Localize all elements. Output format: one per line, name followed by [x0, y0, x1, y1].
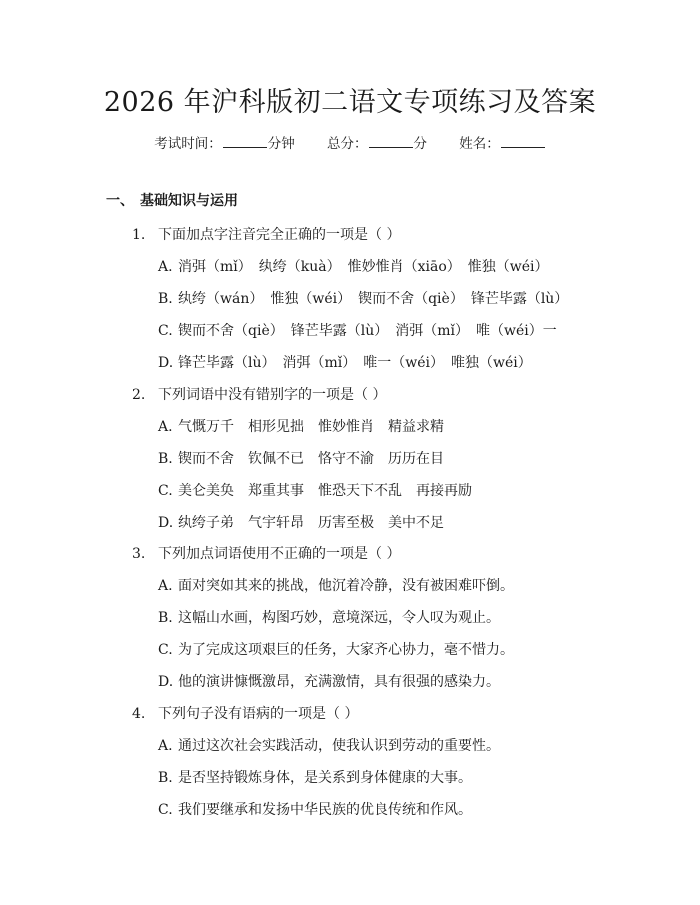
option-letter: A. [158, 578, 173, 594]
q1-option-b [158, 288, 568, 308]
option-letter: B. [158, 770, 173, 786]
option-text: 锋芒毕露（lù） 消弭（mǐ） 唯一（wéi） 唯独（wéi） [178, 355, 532, 371]
option-text: 纨绔（wán） 惟独（wéi） 锲而不舍（qiè） 锋芒毕露（lù） [178, 291, 569, 307]
option-text: 美仑美奂 郑重其事 惟恐天下不乱 再接再励 [178, 483, 472, 499]
question-1 [132, 224, 400, 244]
student-name-field [459, 132, 546, 152]
q2-option-a [158, 416, 444, 436]
option-text: 气慨万千 相形见拙 惟妙惟肖 精益求精 [178, 419, 444, 435]
option-text: 纨绔子弟 气宇轩昂 历害至极 美中不足 [178, 515, 444, 531]
student-name-label: 姓名： [459, 136, 500, 152]
q4-option-c [158, 799, 472, 819]
question-number: 1. [132, 227, 146, 243]
q3-option-b [158, 607, 500, 627]
question-4 [132, 703, 358, 723]
q4-option-b [158, 767, 472, 787]
q3-option-d [158, 671, 500, 691]
total-score-blank[interactable] [369, 135, 413, 148]
option-letter: B. [158, 451, 173, 467]
option-letter: D. [158, 355, 174, 371]
question-stem: 下列加点词语使用不正确的一项是（ ） [158, 546, 401, 562]
option-text: 面对突如其来的挑战，他沉着冷静，没有被困难吓倒。 [178, 578, 514, 594]
option-text: 锲而不舍 钦佩不已 恪守不渝 历历在目 [178, 451, 444, 467]
option-letter: D. [158, 674, 174, 690]
question-number: 3. [132, 546, 146, 562]
q2-option-c [158, 480, 472, 500]
q1-option-d [158, 352, 532, 372]
section-title: 基础知识与运用 [140, 193, 238, 209]
option-letter: A. [158, 259, 173, 275]
q3-option-c [158, 639, 514, 659]
exam-time-field [154, 132, 295, 152]
option-letter: C. [158, 323, 173, 339]
option-text: 我们要继承和发扬中华民族的优良传统和作风。 [178, 802, 472, 818]
question-3 [132, 543, 400, 563]
exam-time-unit: 分钟 [267, 136, 295, 152]
option-letter: A. [158, 738, 173, 754]
q4-option-a [158, 735, 500, 755]
exam-time-label: 考试时间： [154, 136, 222, 152]
option-text: 他的演讲慷慨激昂，充满激情，具有很强的感染力。 [178, 674, 500, 690]
option-letter: A. [158, 419, 173, 435]
question-number: 4. [132, 706, 146, 722]
q1-option-a [158, 256, 549, 276]
section-number: 一、 [106, 193, 134, 209]
q2-option-d [158, 512, 444, 532]
question-stem: 下列句子没有语病的一项是（ ） [158, 706, 359, 722]
exam-time-blank[interactable] [223, 135, 267, 148]
document-title: 2026 年沪科版初二语文专项练习及答案 [103, 87, 597, 118]
option-letter: B. [158, 610, 173, 626]
q1-option-c [158, 320, 557, 340]
total-score-label: 总分： [327, 136, 368, 152]
q2-option-b [158, 448, 444, 468]
option-text: 是否坚持锻炼身体，是关系到身体健康的大事。 [178, 770, 472, 786]
option-text: 为了完成这项艰巨的任务，大家齐心协力，毫不惜力。 [178, 642, 514, 658]
section-heading [106, 190, 238, 210]
option-letter: C. [158, 802, 173, 818]
option-letter: C. [158, 483, 173, 499]
total-score-unit: 分 [413, 136, 427, 152]
option-text: 这幅山水画，构图巧妙，意境深远，令人叹为观止。 [178, 610, 500, 626]
option-letter: C. [158, 642, 173, 658]
option-text: 通过这次社会实践活动，使我认识到劳动的重要性。 [178, 738, 500, 754]
option-text: 消弭（mǐ） 纨绔（kuà） 惟妙惟肖（xiāo） 惟独（wéi） [178, 259, 549, 275]
question-stem: 下面加点字注音完全正确的一项是（ ） [158, 227, 401, 243]
option-text: 锲而不舍（qiè） 锋芒毕露（lù） 消弭（mǐ） 唯（wéi）一 [178, 323, 557, 339]
total-score-field [327, 132, 427, 152]
question-stem: 下列词语中没有错别字的一项是（ ） [158, 387, 387, 403]
option-letter: D. [158, 515, 174, 531]
q3-option-a [158, 575, 514, 595]
question-2 [132, 384, 386, 404]
question-number: 2. [132, 387, 146, 403]
student-name-blank[interactable] [501, 135, 545, 148]
option-letter: B. [158, 291, 173, 307]
exam-meta [0, 132, 700, 152]
